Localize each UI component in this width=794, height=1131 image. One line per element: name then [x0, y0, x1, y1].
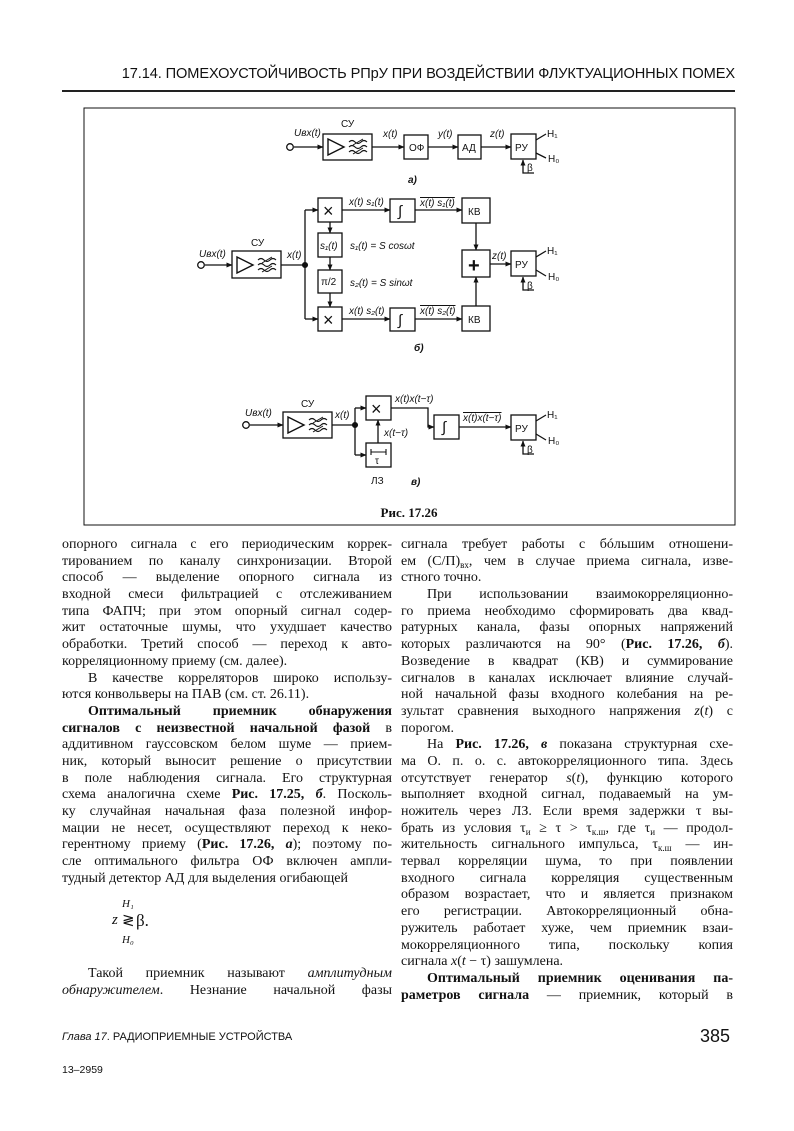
- text-line: [401, 637, 733, 654]
- label-xs1-avg: x(t) s₁(t): [420, 198, 455, 209]
- label-kv: КВ: [468, 207, 481, 218]
- label-part-b: б): [414, 343, 424, 354]
- text-segment: показана структурная схе-: [547, 737, 733, 753]
- left-column-text-continued: [62, 966, 392, 999]
- input-terminal: [198, 262, 205, 269]
- text-segment: сигнала: [401, 954, 451, 970]
- label-su: СУ: [251, 238, 265, 249]
- label-ru: РУ: [515, 143, 528, 154]
- printer-signature: 13–2959: [62, 1064, 103, 1076]
- text-line: выполняет входной сигнал, подаваемый на ум-: [401, 787, 733, 803]
- text-segment: Рис. 17.26,: [455, 737, 542, 753]
- text-line: [401, 821, 733, 838]
- label-xs2: x(t) s₂(t): [349, 306, 385, 317]
- text-segment: обнаружителем: [62, 982, 160, 998]
- label-ru: РУ: [515, 424, 528, 435]
- text-segment: (: [457, 954, 462, 970]
- text-segment: вх: [460, 559, 469, 570]
- text-segment: Рис. 17.26,: [625, 637, 718, 653]
- text-line: [401, 988, 733, 1005]
- text-segment: — продол-: [655, 820, 733, 836]
- integrator-top-block: [390, 199, 415, 222]
- text-segment: Рис. 17.26,: [201, 837, 286, 853]
- text-segment: раметров сигнала: [401, 987, 530, 1003]
- text-line: стного точно.: [401, 570, 482, 586]
- text-segment: ); поэтому по-: [292, 837, 392, 853]
- matched-amplifier-block: [323, 134, 372, 160]
- text-line: аддитивном гауссовском белом шуме — прием-: [62, 737, 392, 753]
- text-segment: жительность сигнального импульса, τ: [401, 837, 658, 853]
- delay-icon: [371, 449, 386, 455]
- text-segment: брать из условия τ: [401, 820, 526, 836]
- text-segment: Такой приемник называют: [88, 966, 308, 981]
- text-segment: схема аналогична схеме: [62, 787, 232, 803]
- text-line: [401, 704, 733, 721]
- page-number: 385: [700, 1026, 731, 1046]
- text-line: тервал корреляции шума, то при появлении: [401, 854, 733, 870]
- formula-rhs: β.: [136, 911, 149, 930]
- text-line: ку случайная начальная фаза полезной инфор-: [62, 804, 392, 819]
- text-line: обработки. Третий способ — переход к авто-: [62, 637, 392, 653]
- text-line: мокорреляционного типа, поскольку копия: [401, 937, 733, 953]
- text-segment: . Посколь-: [322, 787, 392, 803]
- text-segment: к.ш: [591, 826, 606, 837]
- text-line: тированием по каналу синхронизации. Второй: [62, 553, 392, 569]
- label-h0: H₀: [548, 154, 560, 165]
- label-uin: Uвх(t): [245, 408, 272, 419]
- text-segment: ), функцию которого: [580, 770, 734, 786]
- input-terminal: [243, 422, 250, 429]
- summer-icon: +: [468, 255, 480, 277]
- text-line: [62, 787, 392, 804]
- label-xs2-avg: x(t) s₂(t): [420, 306, 456, 317]
- integrator-block: [434, 415, 459, 439]
- text-line: его регистрации. Автокорреляционный обна-: [401, 904, 733, 920]
- label-part-c: в): [411, 477, 421, 488]
- formula-lower: H₀: [122, 934, 134, 946]
- text-line: корреляционному приему (см. далее).: [62, 653, 288, 669]
- text-line: сигнала требует работы с бóльшим отношени-: [401, 537, 733, 552]
- footer-chapter: [62, 1031, 292, 1043]
- text-line: [401, 954, 733, 971]
- text-segment: x: [450, 954, 458, 970]
- text-segment: , чем в случае приема сигнала, изве-: [468, 553, 733, 569]
- text-line: жит остаточные шумы, что ухудшает качество: [62, 620, 392, 636]
- text-line: ник, который выносит решение о присутствии: [62, 753, 392, 769]
- text-segment: s: [566, 770, 572, 786]
- integrator-icon: ∫: [398, 203, 403, 220]
- text-segment: б: [717, 637, 725, 653]
- text-segment: t: [576, 770, 581, 786]
- text-segment: На: [427, 737, 456, 753]
- label-h1: H₁: [547, 410, 558, 421]
- running-title: 17.14. ПОМЕХОУСТОЙЧИВОСТЬ РПрУ ПРИ ВОЗДЕЙСТВИИ ФЛУКТУАЦИОННЫХ ПОМЕХ: [121, 66, 735, 82]
- label-xxt-avg: x(t)x(t−τ): [463, 413, 502, 424]
- text-line: тудный детектор АД для выделения огибающей: [62, 870, 348, 886]
- text-line: [62, 983, 392, 1000]
- text-segment: в: [370, 720, 392, 736]
- label-lz: ЛЗ: [371, 476, 384, 487]
- multiplier-icon: ×: [323, 310, 334, 330]
- label-z: z(t): [492, 251, 507, 262]
- multiplier-icon: ×: [323, 201, 334, 221]
- label-s2-eq: s₂(t) = S sinωt: [350, 278, 413, 289]
- text-segment: и: [650, 826, 656, 837]
- text-segment: Оптимальный приемник обнаружения: [88, 703, 392, 719]
- amplifier-filter-icon: [288, 417, 327, 433]
- integrator-icon: ∫: [398, 312, 403, 329]
- label-pi2: π/2: [321, 277, 337, 288]
- text-segment: ).: [724, 637, 733, 653]
- text-segment: ) с: [708, 703, 733, 719]
- left-column-text: [62, 537, 392, 887]
- text-line: [401, 737, 733, 754]
- label-x: x(t): [383, 129, 398, 140]
- text-segment: зультат сравнения выходного напряжения: [401, 703, 695, 719]
- text-segment: Оптимальный приемник оценивания па-: [427, 970, 733, 986]
- label-kv: КВ: [468, 315, 481, 326]
- matched-amplifier-block: [232, 251, 281, 278]
- label-beta: β: [527, 445, 533, 456]
- amplifier-filter-icon: [237, 257, 276, 273]
- text-segment: которых различаются на 90° (: [401, 637, 626, 653]
- text-line: порогом.: [401, 720, 454, 736]
- label-su: СУ: [301, 399, 315, 410]
- integrator-icon: ∫: [442, 419, 447, 436]
- label-beta: β: [527, 163, 533, 174]
- footer-chapter-title: . РАДИОПРИЕМНЫЕ УСТРОЙСТВА: [106, 1031, 293, 1043]
- label-xt-tau: x(t−τ): [384, 428, 409, 439]
- label-ad: АД: [462, 143, 476, 154]
- label-s1-eq: s₁(t) = S cosωt: [350, 241, 415, 252]
- text-segment: ем (С/П): [401, 553, 461, 569]
- text-segment: Рис. 17.25,: [231, 787, 316, 803]
- text-line: способ — выделение опорного сигнала из: [62, 570, 392, 586]
- text-segment: — приемник, который в: [529, 987, 733, 1003]
- text-segment: (: [571, 770, 577, 786]
- label-part-a: а): [408, 175, 417, 186]
- label-of: ОФ: [409, 143, 425, 154]
- text-line: Возведение в квадрат (КВ) и суммирование: [401, 653, 733, 669]
- text-segment: отсутствует генератор: [401, 770, 567, 786]
- text-segment: герентному приему (: [62, 837, 202, 853]
- text-line: ножитель через ЛЗ. Если время задержки τ вы-: [401, 804, 733, 819]
- text-segment: (: [699, 703, 705, 719]
- text-segment: z: [694, 703, 700, 719]
- label-ru: РУ: [515, 260, 528, 271]
- text-line: В качестве корреляторов широко использу-: [88, 670, 392, 686]
- text-segment: а: [285, 837, 293, 853]
- text-segment: амплитудным: [307, 966, 392, 981]
- text-line: опорного сигнала с его периодическим коррек-: [62, 537, 392, 552]
- label-h0: H₀: [548, 436, 560, 447]
- label-h1: H₁: [547, 246, 558, 257]
- text-line: [401, 837, 733, 854]
- label-xs1: x(t) s₁(t): [349, 197, 384, 208]
- figure-caption: Рис. 17.26: [380, 505, 438, 520]
- text-line: [62, 704, 392, 721]
- text-line: [62, 966, 392, 983]
- text-line: в поле наблюдения сигнала. Его структурная: [62, 770, 392, 786]
- label-uin: Uвх(t): [294, 128, 321, 139]
- label-h0: H₀: [548, 272, 560, 283]
- text-line: При использовании взаимокорреляционно-: [427, 587, 733, 603]
- label-h1: H₁: [547, 129, 558, 140]
- text-line: ма О. п. о. с. автокорреляционного типа. Здесь: [401, 753, 733, 769]
- text-line: сигналов в каналах исключает влияние случай-: [401, 670, 733, 686]
- formula-upper: H₁: [122, 898, 134, 910]
- text-line: [401, 771, 733, 788]
- amplifier-filter-icon: [328, 139, 367, 155]
- label-x: x(t): [287, 250, 302, 261]
- formula-var: z: [112, 912, 118, 928]
- text-line: [401, 971, 733, 988]
- text-segment: t: [461, 954, 466, 970]
- text-segment: t: [704, 703, 709, 719]
- formula-relation: ≷: [122, 913, 135, 929]
- multiplier-icon: ×: [371, 399, 382, 419]
- text-line: ружитель работает хуже, чем приемник взаи-: [401, 920, 733, 936]
- label-y: y(t): [438, 129, 453, 140]
- input-terminal: [287, 144, 294, 151]
- decision-rule-formula: [112, 898, 172, 958]
- text-segment: к.ш: [657, 843, 672, 854]
- label-x: x(t): [335, 410, 350, 421]
- integrator-bottom-block: [390, 308, 415, 331]
- text-segment: в: [541, 737, 548, 753]
- text-segment: б: [315, 787, 323, 803]
- text-line: типа ФАПЧ; при этом опорный сигнал содер-: [62, 603, 392, 619]
- text-line: образом возрастает, что и является признаком: [401, 887, 733, 903]
- label-s1-box: s₁(t): [320, 241, 338, 252]
- text-line: [401, 554, 733, 571]
- text-line: [62, 721, 392, 738]
- text-line: [62, 837, 392, 854]
- text-segment: , где τ: [605, 820, 651, 836]
- label-xxt: x(t)x(t−τ): [395, 394, 434, 405]
- text-segment: сигналов с неизвестной начальной фазой: [62, 720, 371, 736]
- footer-chapter-label: Глава 17: [62, 1031, 107, 1043]
- figure-frame: [84, 108, 735, 525]
- text-line: входного сигнала корреляция существенным: [401, 870, 733, 886]
- text-line: входной смеси фильтрацией с отслеживанием: [62, 587, 392, 603]
- label-su: СУ: [341, 119, 355, 130]
- text-line: мации не несет, осуществляют переход к неко-: [62, 820, 392, 836]
- text-line: ратурных канала, фазы опорных напряжений: [401, 620, 733, 636]
- right-column-text: [401, 537, 733, 1004]
- label-beta: β: [527, 281, 533, 292]
- text-line: ной начальной фазы входного колебания на ре-: [401, 687, 733, 703]
- matched-amplifier-block: [283, 412, 332, 438]
- text-segment: − τ) зашумлена.: [465, 954, 564, 970]
- text-segment: — ин-: [671, 837, 733, 853]
- text-line: ются конвольверы на ПАВ (см. ст. 26.11).: [62, 687, 310, 703]
- text-segment: ≥ τ > τ: [530, 820, 592, 836]
- text-segment: и: [525, 826, 531, 837]
- label-tau: τ: [375, 456, 379, 467]
- text-line: сле оптимального фильтра ОФ включен ампли-: [62, 854, 392, 870]
- text-segment: . Незнание начальной фазы: [159, 982, 392, 998]
- label-uin: Uвх(t): [199, 249, 226, 260]
- text-line: го приема необходимо сформировать два квад-: [401, 603, 733, 619]
- label-z: z(t): [490, 129, 505, 140]
